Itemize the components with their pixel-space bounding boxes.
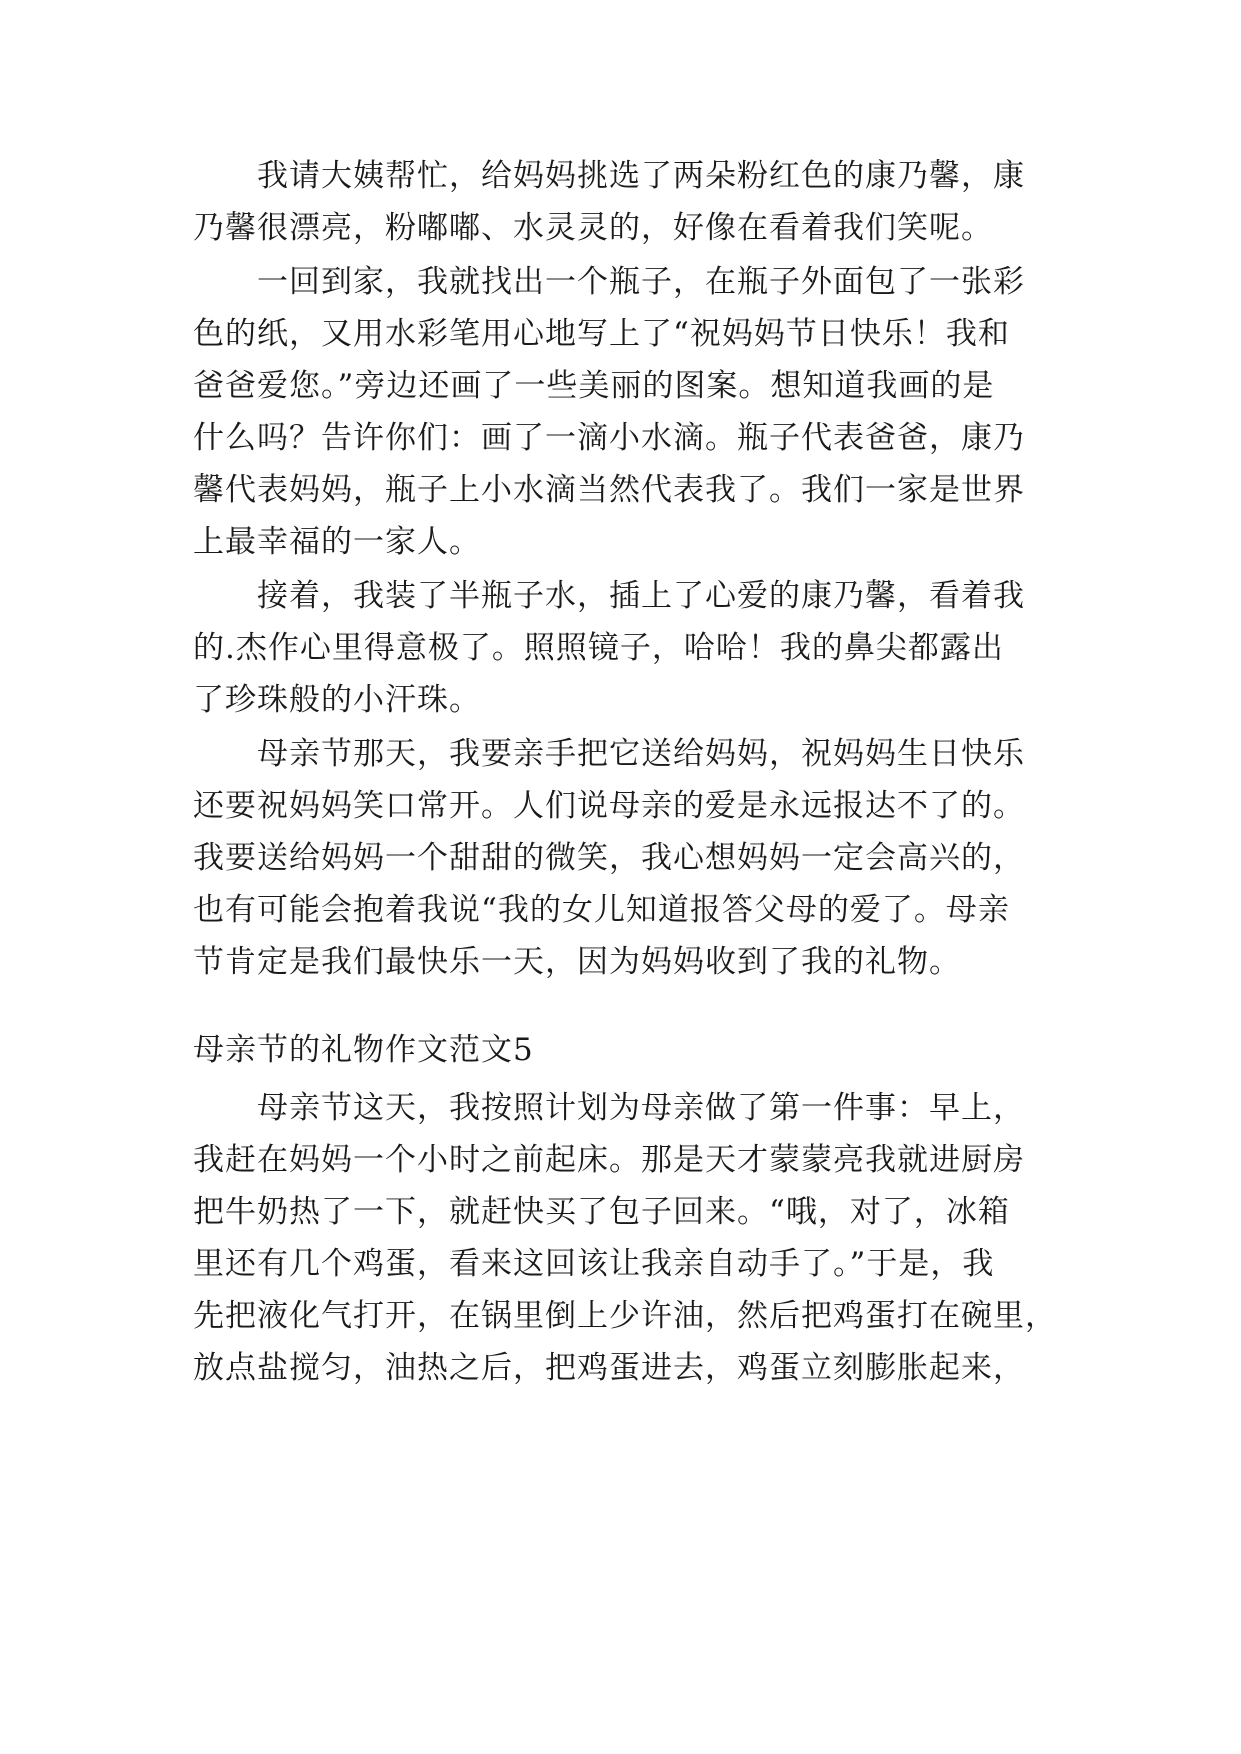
text-line: 什么吗？告许你们：画了一滴小水滴。瓶子代表爸爸，康乃: [193, 420, 1025, 456]
text-line: 了珍珠般的小汗珠。: [193, 682, 481, 718]
text-line: 母亲节那天，我要亲手把它送给妈妈，祝妈妈生日快乐: [257, 736, 1025, 772]
text-line: 我赶在妈妈一个小时之前起床。那是天才蒙蒙亮我就进厨房: [193, 1142, 1025, 1178]
text-line: 我请大姨帮忙，给妈妈挑选了两朵粉红色的康乃馨，康: [257, 158, 1025, 194]
text-line: 上最幸福的一家人。: [193, 524, 481, 560]
text-line: 先把液化气打开，在锅里倒上少许油，然后把鸡蛋打在碗里，: [193, 1298, 1057, 1334]
text-line: 还要祝妈妈笑口常开。人们说母亲的爱是永远报达不了的。: [193, 788, 1025, 824]
text-line: 接着，我装了半瓶子水，插上了心爱的康乃馨，看着我: [257, 578, 1025, 614]
text-line: 也有可能会抱着我说“我的女儿知道报答父母的爱了。母亲: [193, 892, 1010, 928]
text-line: 放点盐搅匀，油热之后，把鸡蛋进去，鸡蛋立刻膨胀起来，: [193, 1350, 1025, 1386]
text-line: 爸爸爱您。”旁边还画了一些美丽的图案。想知道我画的是: [193, 368, 995, 404]
text-line: 母亲节这天，我按照计划为母亲做了第一件事：早上，: [257, 1090, 1025, 1126]
text-line: 里还有几个鸡蛋，看来这回该让我亲自动手了。”于是，我: [193, 1246, 995, 1282]
text-line: 把牛奶热了一下，就赶快买了包子回来。“哦，对了，冰箱: [193, 1194, 1010, 1230]
section-heading: 母亲节的礼物作文范文5: [193, 1032, 534, 1068]
text-line: 色的纸，又用水彩笔用心地写上了“祝妈妈节日快乐！我和: [193, 316, 1010, 352]
text-line: 节肯定是我们最快乐一天，因为妈妈收到了我的礼物。: [193, 944, 961, 980]
text-line: 的.杰作心里得意极了。照照镜子，哈哈！我的鼻尖都露出: [193, 630, 1004, 666]
text-line: 乃馨很漂亮，粉嘟嘟、水灵灵的，好像在看着我们笑呢。: [193, 210, 993, 246]
text-line: 馨代表妈妈，瓶子上小水滴当然代表我了。我们一家是世界: [193, 472, 1025, 508]
text-line: 我要送给妈妈一个甜甜的微笑，我心想妈妈一定会高兴的，: [193, 840, 1025, 876]
text-line: 一回到家，我就找出一个瓶子，在瓶子外面包了一张彩: [257, 264, 1025, 300]
